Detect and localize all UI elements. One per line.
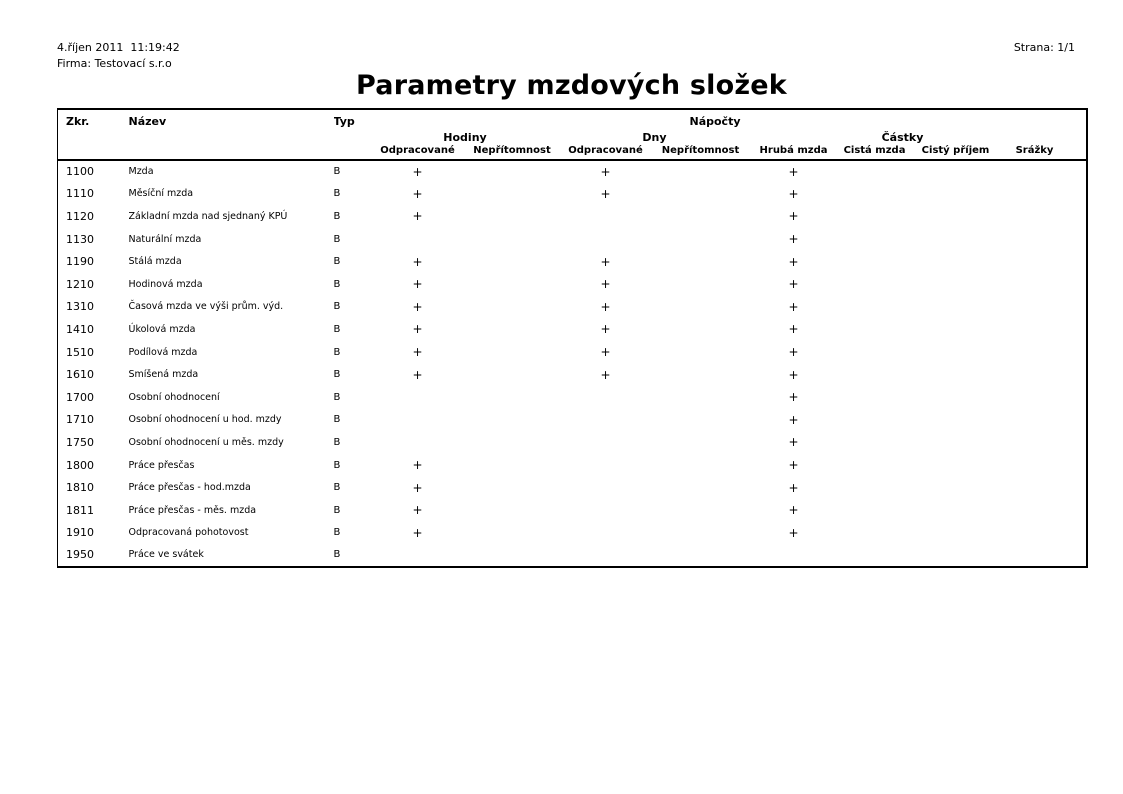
typ-cell: B xyxy=(333,414,341,426)
nazev-cell: Měsíční mzda xyxy=(128,188,194,200)
cista-mzda-cell xyxy=(838,183,912,206)
zkr-cell: 1130 xyxy=(66,232,94,246)
hodiny-nepritomnost-cell xyxy=(465,363,560,386)
table-row xyxy=(58,341,1087,364)
dny-nepritomnost-cell xyxy=(652,386,750,409)
dny-odpracovane-cell xyxy=(560,228,652,251)
col-header-dny-odpracovane: Odpracované xyxy=(560,145,652,160)
hruba-mzda-cell: + xyxy=(788,186,799,201)
dny-nepritomnost-cell xyxy=(652,431,750,454)
cista-mzda-cell xyxy=(838,522,912,545)
col-header-cista-mzda: Čistá mzda xyxy=(838,145,912,160)
hodiny-nepritomnost-cell xyxy=(465,431,560,454)
table-row xyxy=(58,522,1087,545)
dny-odpracovane-cell xyxy=(560,386,652,409)
dny-odpracovane-cell xyxy=(560,454,652,477)
hodiny-odpracovane-cell xyxy=(371,409,465,432)
dny-odpracovane-cell xyxy=(560,205,652,228)
dny-odpracovane-cell: + xyxy=(600,322,611,337)
srazky-cell xyxy=(1000,160,1087,183)
typ-cell: B xyxy=(333,504,341,516)
zkr-cell: 1610 xyxy=(66,368,94,382)
cista-mzda-cell xyxy=(838,363,912,386)
dny-nepritomnost-cell xyxy=(652,273,750,296)
dny-odpracovane-cell xyxy=(560,522,652,545)
hruba-mzda-cell: + xyxy=(788,164,799,179)
hodiny-nepritomnost-cell xyxy=(465,250,560,273)
srazky-cell xyxy=(1000,363,1087,386)
typ-cell: B xyxy=(333,391,341,403)
group-header-castky: Částky xyxy=(881,130,924,144)
report-table xyxy=(57,108,1088,568)
dny-nepritomnost-cell xyxy=(652,341,750,364)
zkr-cell: 1811 xyxy=(66,503,94,517)
nazev-cell: Mzda xyxy=(128,166,154,178)
typ-cell: B xyxy=(333,459,341,471)
dny-nepritomnost-cell xyxy=(652,363,750,386)
cista-mzda-cell xyxy=(838,499,912,522)
cista-mzda-cell xyxy=(838,409,912,432)
hodiny-odpracovane-cell: + xyxy=(412,164,423,179)
col-header-hodiny-nepritomnost: Nepřítomnost xyxy=(465,145,560,160)
cista-mzda-cell xyxy=(838,228,912,251)
hruba-mzda-cell: + xyxy=(788,367,799,382)
dny-nepritomnost-cell xyxy=(652,183,750,206)
typ-cell: B xyxy=(333,323,341,335)
dny-nepritomnost-cell xyxy=(652,476,750,499)
table-row xyxy=(58,318,1087,341)
cista-mzda-cell xyxy=(838,250,912,273)
cista-mzda-cell xyxy=(838,318,912,341)
hodiny-odpracovane-cell: + xyxy=(412,254,423,269)
table-header xyxy=(58,109,1087,160)
table-row xyxy=(58,273,1087,296)
srazky-cell xyxy=(1000,318,1087,341)
typ-cell: B xyxy=(333,188,341,200)
cisty-prijem-cell xyxy=(912,499,1000,522)
hruba-mzda-cell: + xyxy=(788,299,799,314)
hodiny-nepritomnost-cell xyxy=(465,228,560,251)
col-header-cisty-prijem: Čistý příjem xyxy=(912,145,1000,160)
dny-odpracovane-cell xyxy=(560,431,652,454)
zkr-cell: 1810 xyxy=(66,481,94,495)
dny-odpracovane-cell: + xyxy=(600,299,611,314)
zkr-cell: 1120 xyxy=(66,209,94,223)
hruba-mzda-cell: + xyxy=(788,345,799,360)
dny-nepritomnost-cell xyxy=(652,228,750,251)
dny-nepritomnost-cell xyxy=(652,522,750,545)
cisty-prijem-cell xyxy=(912,431,1000,454)
hodiny-odpracovane-cell: + xyxy=(412,322,423,337)
table-row xyxy=(58,183,1087,206)
hodiny-odpracovane-cell: + xyxy=(412,209,423,224)
typ-cell: B xyxy=(333,436,341,448)
cista-mzda-cell xyxy=(838,273,912,296)
hruba-mzda-cell: + xyxy=(788,435,799,450)
dny-odpracovane-cell: + xyxy=(600,164,611,179)
typ-cell: B xyxy=(333,527,341,539)
nazev-cell: Práce přesčas xyxy=(128,459,195,471)
table-row xyxy=(58,160,1087,183)
dny-odpracovane-cell: + xyxy=(600,254,611,269)
dny-odpracovane-cell xyxy=(560,476,652,499)
srazky-cell xyxy=(1000,409,1087,432)
col-header-dny-nepritomnost: Nepřítomnost xyxy=(652,145,750,160)
nazev-cell: Práce přesčas - měs. mzda xyxy=(128,504,257,516)
hruba-mzda-cell: + xyxy=(788,412,799,427)
typ-cell: B xyxy=(333,256,341,268)
srazky-cell xyxy=(1000,296,1087,319)
hodiny-nepritomnost-cell xyxy=(465,499,560,522)
hruba-mzda-cell: + xyxy=(788,525,799,540)
hodiny-odpracovane-cell: + xyxy=(412,345,423,360)
zkr-cell: 1210 xyxy=(66,277,94,291)
hodiny-nepritomnost-cell xyxy=(465,205,560,228)
hodiny-odpracovane-cell: + xyxy=(412,525,423,540)
table-row xyxy=(58,476,1087,499)
hodiny-nepritomnost-cell xyxy=(465,273,560,296)
nazev-cell: Osobní ohodnocení u hod. mzdy xyxy=(128,414,282,426)
group-header-hodiny: Hodiny xyxy=(443,130,487,144)
zkr-cell: 1190 xyxy=(66,255,94,269)
typ-cell: B xyxy=(333,301,341,313)
srazky-cell xyxy=(1000,228,1087,251)
cisty-prijem-cell xyxy=(912,476,1000,499)
dny-nepritomnost-cell xyxy=(652,318,750,341)
hruba-mzda-cell: + xyxy=(788,277,799,292)
cisty-prijem-cell xyxy=(912,318,1000,341)
hodiny-nepritomnost-cell xyxy=(465,476,560,499)
nazev-cell: Stálá mzda xyxy=(128,256,182,268)
srazky-cell xyxy=(1000,205,1087,228)
srazky-cell xyxy=(1000,250,1087,273)
dny-nepritomnost-cell xyxy=(652,409,750,432)
col-header-hodiny-odpracovane: Odpracované xyxy=(371,145,465,160)
srazky-cell xyxy=(1000,386,1087,409)
table-row xyxy=(58,296,1087,319)
typ-cell: B xyxy=(333,233,341,245)
hruba-mzda-cell: + xyxy=(788,390,799,405)
page-number: Strana: 1/1 xyxy=(1013,41,1075,54)
col-header-zkr: Zkr. xyxy=(66,115,90,128)
dny-nepritomnost-cell xyxy=(652,454,750,477)
zkr-cell: 1410 xyxy=(66,322,94,336)
dny-nepritomnost-cell xyxy=(652,544,750,567)
cisty-prijem-cell xyxy=(912,544,1000,567)
cista-mzda-cell xyxy=(838,160,912,183)
hodiny-odpracovane-cell: + xyxy=(412,277,423,292)
nazev-cell: Práce přesčas - hod.mzda xyxy=(128,482,251,494)
typ-cell: B xyxy=(333,549,341,561)
cista-mzda-cell xyxy=(838,476,912,499)
hodiny-nepritomnost-cell xyxy=(465,160,560,183)
cisty-prijem-cell xyxy=(912,386,1000,409)
srazky-cell xyxy=(1000,431,1087,454)
srazky-cell xyxy=(1000,454,1087,477)
dny-odpracovane-cell: + xyxy=(600,186,611,201)
hruba-mzda-cell xyxy=(750,544,838,567)
cista-mzda-cell xyxy=(838,205,912,228)
dny-odpracovane-cell xyxy=(560,544,652,567)
hodiny-odpracovane-cell: + xyxy=(412,458,423,473)
nazev-cell: Smíšená mzda xyxy=(128,369,199,381)
cisty-prijem-cell xyxy=(912,250,1000,273)
col-header-hruba-mzda: Hrubá mzda xyxy=(750,145,838,160)
dny-odpracovane-cell: + xyxy=(600,277,611,292)
zkr-cell: 1910 xyxy=(66,526,94,540)
cisty-prijem-cell xyxy=(912,454,1000,477)
table-row xyxy=(58,499,1087,522)
dny-nepritomnost-cell xyxy=(652,160,750,183)
hodiny-odpracovane-cell xyxy=(371,544,465,567)
hodiny-nepritomnost-cell xyxy=(465,522,560,545)
cista-mzda-cell xyxy=(838,544,912,567)
zkr-cell: 1710 xyxy=(66,413,94,427)
table-row xyxy=(58,205,1087,228)
srazky-cell xyxy=(1000,544,1087,567)
cisty-prijem-cell xyxy=(912,363,1000,386)
hruba-mzda-cell: + xyxy=(788,209,799,224)
table-row xyxy=(58,409,1087,432)
hodiny-nepritomnost-cell xyxy=(465,386,560,409)
nazev-cell: Osobní ohodnocení xyxy=(128,391,220,403)
dny-odpracovane-cell: + xyxy=(600,345,611,360)
typ-cell: B xyxy=(333,482,341,494)
hodiny-nepritomnost-cell xyxy=(465,341,560,364)
cista-mzda-cell xyxy=(838,341,912,364)
srazky-cell xyxy=(1000,522,1087,545)
cisty-prijem-cell xyxy=(912,409,1000,432)
hodiny-odpracovane-cell xyxy=(371,386,465,409)
hodiny-odpracovane-cell: + xyxy=(412,299,423,314)
hodiny-nepritomnost-cell xyxy=(465,544,560,567)
col-header-napocty: Nápočty xyxy=(689,115,741,128)
hodiny-odpracovane-cell: + xyxy=(412,480,423,495)
typ-cell: B xyxy=(333,278,341,290)
report-datetime: 4.říjen 2011 11:19:42 xyxy=(57,41,180,54)
report-title: Parametry mzdových složek xyxy=(356,70,787,101)
hruba-mzda-cell: + xyxy=(788,232,799,247)
report-company: Firma: Testovací s.r.o xyxy=(57,57,172,70)
cista-mzda-cell xyxy=(838,431,912,454)
hodiny-nepritomnost-cell xyxy=(465,296,560,319)
cisty-prijem-cell xyxy=(912,341,1000,364)
nazev-cell: Základní mzda nad sjednaný KPÚ xyxy=(128,210,288,222)
hodiny-nepritomnost-cell xyxy=(465,454,560,477)
hodiny-odpracovane-cell xyxy=(371,228,465,251)
cista-mzda-cell xyxy=(838,454,912,477)
dny-odpracovane-cell xyxy=(560,499,652,522)
srazky-cell xyxy=(1000,273,1087,296)
nazev-cell: Odpracovaná pohotovost xyxy=(128,527,249,539)
hodiny-nepritomnost-cell xyxy=(465,183,560,206)
cisty-prijem-cell xyxy=(912,183,1000,206)
srazky-cell xyxy=(1000,183,1087,206)
zkr-cell: 1750 xyxy=(66,435,94,449)
cisty-prijem-cell xyxy=(912,205,1000,228)
zkr-cell: 1310 xyxy=(66,300,94,314)
typ-cell: B xyxy=(333,346,341,358)
dny-odpracovane-cell xyxy=(560,409,652,432)
hruba-mzda-cell: + xyxy=(788,254,799,269)
typ-cell: B xyxy=(333,369,341,381)
zkr-cell: 1950 xyxy=(66,548,94,562)
table-row xyxy=(58,363,1087,386)
zkr-cell: 1510 xyxy=(66,345,94,359)
srazky-cell xyxy=(1000,499,1087,522)
table-row xyxy=(58,386,1087,409)
nazev-cell: Podílová mzda xyxy=(128,346,198,358)
hodiny-odpracovane-cell: + xyxy=(412,503,423,518)
table-row xyxy=(58,250,1087,273)
typ-cell: B xyxy=(333,166,341,178)
cisty-prijem-cell xyxy=(912,160,1000,183)
col-header-srazky: Srážky xyxy=(1000,145,1087,160)
nazev-cell: Práce ve svátek xyxy=(128,549,204,561)
zkr-cell: 1100 xyxy=(66,165,94,179)
header-spacer xyxy=(58,129,371,145)
table-row xyxy=(58,454,1087,477)
dny-nepritomnost-cell xyxy=(652,296,750,319)
zkr-cell: 1800 xyxy=(66,458,94,472)
cisty-prijem-cell xyxy=(912,296,1000,319)
hruba-mzda-cell: + xyxy=(788,503,799,518)
hodiny-nepritomnost-cell xyxy=(465,409,560,432)
cisty-prijem-cell xyxy=(912,273,1000,296)
hruba-mzda-cell: + xyxy=(788,480,799,495)
cista-mzda-cell xyxy=(838,386,912,409)
hodiny-odpracovane-cell xyxy=(371,431,465,454)
nazev-cell: Časová mzda ve výši prům. výd. xyxy=(128,301,284,313)
group-header-dny: Dny xyxy=(642,130,667,144)
dny-nepritomnost-cell xyxy=(652,205,750,228)
zkr-cell: 1700 xyxy=(66,390,94,404)
table-row xyxy=(58,431,1087,454)
header-spacer xyxy=(58,145,371,160)
nazev-cell: Hodinová mzda xyxy=(128,278,203,290)
cisty-prijem-cell xyxy=(912,228,1000,251)
typ-cell: B xyxy=(333,210,341,222)
table-body xyxy=(58,160,1087,567)
hodiny-odpracovane-cell: + xyxy=(412,367,423,382)
table-row xyxy=(58,228,1087,251)
nazev-cell: Osobní ohodnocení u měs. mzdy xyxy=(128,436,284,448)
hodiny-nepritomnost-cell xyxy=(465,318,560,341)
dny-nepritomnost-cell xyxy=(652,250,750,273)
col-header-nazev: Název xyxy=(128,115,167,128)
srazky-cell xyxy=(1000,476,1087,499)
srazky-cell xyxy=(1000,341,1087,364)
col-header-typ: Typ xyxy=(333,115,355,128)
zkr-cell: 1110 xyxy=(66,187,94,201)
cisty-prijem-cell xyxy=(912,522,1000,545)
hodiny-odpracovane-cell: + xyxy=(412,186,423,201)
cista-mzda-cell xyxy=(838,296,912,319)
nazev-cell: Naturální mzda xyxy=(128,233,202,245)
dny-nepritomnost-cell xyxy=(652,499,750,522)
nazev-cell: Úkolová mzda xyxy=(128,323,196,335)
dny-odpracovane-cell: + xyxy=(600,367,611,382)
hruba-mzda-cell: + xyxy=(788,458,799,473)
hruba-mzda-cell: + xyxy=(788,322,799,337)
table-row xyxy=(58,544,1087,567)
